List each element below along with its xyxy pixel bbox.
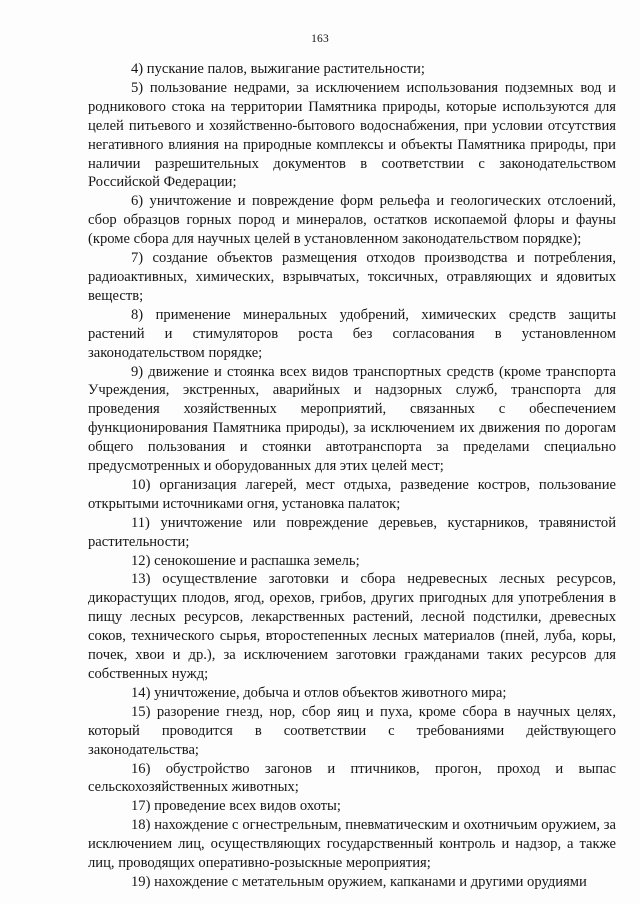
paragraph-item-12: 12) сенокошение и распашка земель; (131, 552, 360, 569)
paragraph-item-10: 10) организация лагерей, мест отдыха, разведение костров, пользование открытыми источниками огня, установка палаток; (88, 476, 616, 512)
paragraph-item-18: 18) нахождение с огнестрельным, пневматическим и охотничьим оружием, за исключением лиц, осуществляющих государственный контроль и надзор, а также лиц, проводящих оперативно-розыскные мероприятия; (88, 817, 616, 872)
paragraph-item-6: 6) уничтожение и повреждение форм рельефа и геологических отслоений, сбор образцов горных пород и минералов, остатков ископаемой флоры и фауны (кроме сбора для научных целей в установленном законодательством порядке); (88, 193, 616, 248)
paragraph-item-19: 19) нахождение с метательным оружием, капканами и другими орудиями (131, 873, 587, 890)
paragraph-item-13: 13) осуществление заготовки и сбора недревесных лесных ресурсов, дикорастущих плодов, ягод, орехов, грибов, других пригодных для употребления в пищу лесных ресурсов, лекарственных растений, лесной подстилки, древесных соков, технического сырья, второстепенных лесных материалов (пней, луба, коры, почек, хвои и др.), за исключением заготовки гражданами таких ресурсов для собственных нужд; (88, 571, 616, 682)
paragraph-item-17: 17) проведение всех видов охоты; (131, 798, 341, 815)
paragraph-item-4: 4) пускание палов, выжигание растительности; (131, 61, 425, 77)
paragraph-item-9: 9) движение и стоянка всех видов транспортных средств (кроме транспорта Учреждения, экстренных, аварийных и надзорных служб, транспорта для проведения хозяйственных мероприятий, связанных с обеспечением функционирования Памятника природы), за исключением их движения по дорогам общего пользования и стоянки автотранспорта за пределами специально предусмотренных и оборудованных для этих целей мест; (88, 363, 616, 475)
paragraph-item-5: 5) пользование недрами, за исключением использования подземных вод и родникового стока на территории Памятника природы, которые используются для целей питьевого и хозяйственно-бытового водоснабжения, при условии отсутствия негативного влияния на природные комплексы и объекты Памятника природы, при наличии разрешительных документов в соответствии с законодательством Российской Федерации; (88, 79, 616, 191)
page-number: 163 (311, 33, 329, 45)
document-body (88, 60, 616, 892)
paragraph-item-16: 16) обустройство загонов и птичников, прогон, проход и выпас сельскохозяйственных животных; (88, 760, 616, 796)
paragraph-item-7: 7) создание объектов размещения отходов производства и потребления, радиоактивных, химических, взрывчатых, токсичных, отравляющих и ядовитых веществ; (88, 250, 616, 304)
paragraph-item-11: 11) уничтожение или повреждение деревьев, кустарников, травянистой растительности; (88, 514, 616, 550)
paragraph-item-8: 8) применение минеральных удобрений, химических средств защиты растений и стимуляторов роста без согласования в установленном законодательством порядке; (88, 306, 616, 361)
paragraph-item-15: 15) разорение гнезд, нор, сбор яиц и пуха, кроме сбора в научных целях, который проводится в соответствии с требованиями действующего законодательства; (88, 703, 616, 758)
paragraph-item-14: 14) уничтожение, добыча и отлов объектов животного мира; (131, 684, 507, 701)
